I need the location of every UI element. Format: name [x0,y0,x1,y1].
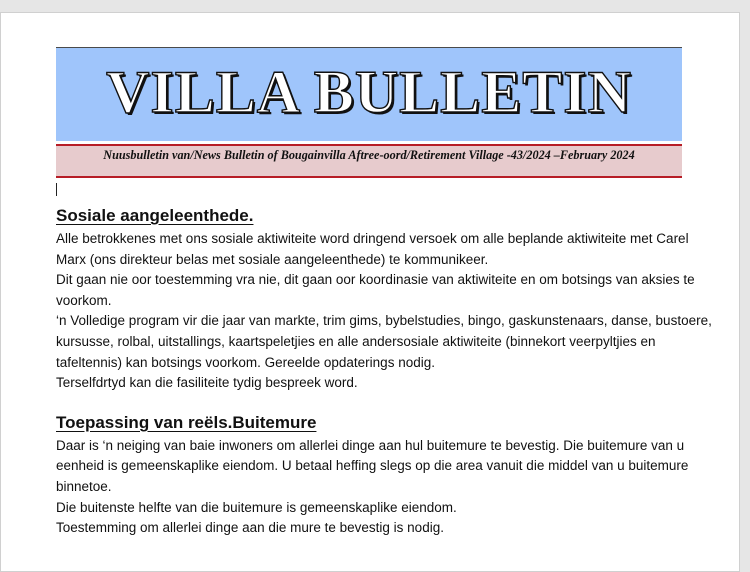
bulletin-subtitle: Nuusbulletin van/News Bulletin of Bougainvilla Aftree-oord/Retirement Village -43/2024 –February 2024 [103,148,635,162]
paragraph: Terselfdrtyd kan die fasiliteite tydig bespreek word. [56,375,358,391]
paragraph: Alle betrokkenes met ons sosiale aktiwiteite word dringend versoek om alle beplande aktiwiteite met Carel Marx (ons direkteur belas met sosiale aangeleenthede) te kommunikeer. [56,231,689,267]
bulletin-banner [56,47,682,141]
paragraph: Die buitenste helfte van die buitemure is gemeenskaplike eiendom. [56,499,457,515]
bulletin-title: VILLA BULLETIN [106,59,632,125]
document-body[interactable] [56,203,716,539]
paragraph: Dit gaan nie oor toestemming vra nie, dit gaan oor koordinasie van aktiwiteite en om botsings van aksies te voorkom. [56,272,695,308]
section-social-matters [56,203,716,394]
bulletin-subtitle-bar [56,144,682,178]
paragraph: ‘n Volledige program vir die jaar van markte, trim gims, bybelstudies, bingo, gaskunstenaars, danse, bustoere, kursusse, rolbal, uitstallings, kaartspeletjies en alle andersosiale aktiwiteite (binnekort veerpyltjies en tafeltennis) kan botsings voorkom. Gereelde opdaterings nodig. [56,313,712,370]
section-rules-outer-walls [56,410,716,539]
paragraph: Daar is ‘n neiging van baie inwoners om allerlei dinge aan hul buitemure te bevestig. Die buitemure van u eenheid is gemeenskaplike eiendom. U betaal heffing slegs op die area vanuit die middel van u buitemure binnetoe. [56,437,689,494]
section-heading: Sosiale aangeleenthede. [56,206,254,225]
paragraph: Toestemming om allerlei dinge aan die mure te bevestig is nodig. [56,520,444,536]
section-heading: Toepassing van reëls.Buitemure [56,412,317,432]
text-cursor [56,183,57,196]
